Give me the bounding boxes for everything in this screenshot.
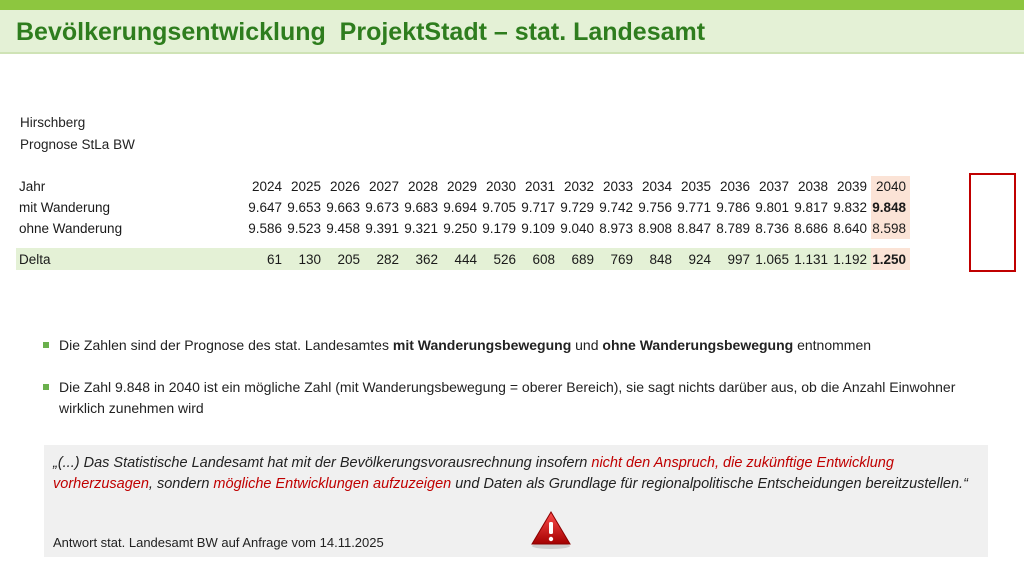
mit-wanderung-row-cell: 9.771 — [677, 200, 711, 215]
delta-row-cell: 205 — [325, 248, 364, 270]
title-bar — [0, 10, 1024, 54]
quote-part: und Daten als Grundlage für regionalpolitische Entscheidungen bereitzustellen.“ — [451, 476, 968, 492]
delta-row-label: Delta — [16, 248, 247, 270]
delta-row-cell: 526 — [481, 248, 520, 270]
year-row-cell: 2031 — [524, 179, 555, 194]
year-row-cell: 2026 — [329, 179, 360, 194]
population-table — [16, 176, 910, 270]
spacer-row — [16, 239, 910, 248]
delta-row — [16, 248, 910, 270]
source-label: Prognose StLa BW — [20, 137, 135, 152]
year-row-cell: 2027 — [368, 179, 399, 194]
mit-wanderung-row-cell: 9.673 — [365, 200, 399, 215]
mit-wanderung-row-cell: 9.729 — [560, 200, 594, 215]
mit-wanderung-row-cell: 9.653 — [287, 200, 321, 215]
delta-row-cell: 924 — [676, 248, 715, 270]
year-row-cell: 2033 — [602, 179, 633, 194]
delta-row-cell: 282 — [364, 248, 403, 270]
bullet-marker — [43, 342, 49, 348]
mit-wanderung-row-cell: 9.647 — [248, 200, 282, 215]
mit-wanderung-row-label: mit Wanderung — [19, 200, 111, 215]
ohne-wanderung-row-cell: 8.908 — [638, 221, 672, 236]
bullet-1-bold-b: ohne Wanderungsbewegung — [602, 337, 794, 353]
ohne-wanderung-row-cell: 8.686 — [794, 221, 828, 236]
ohne-wanderung-row-cell: 9.391 — [365, 221, 399, 236]
delta-row-cell: 61 — [247, 248, 286, 270]
year-row-cell: 2030 — [485, 179, 516, 194]
mit-wanderung-row-cell: 9.742 — [599, 200, 633, 215]
delta-row-cell: 444 — [442, 248, 481, 270]
ohne-wanderung-row-cell: 8.847 — [677, 221, 711, 236]
delta-row-cell: 1.065 — [754, 248, 793, 270]
delta-row-cell: 997 — [715, 248, 754, 270]
mit-wanderung-row — [16, 197, 910, 218]
delta-row-cell: 130 — [286, 248, 325, 270]
delta-row-cell: 769 — [598, 248, 637, 270]
location-label: Hirschberg — [20, 115, 86, 130]
quote-part: „(...) Das Statistische Landesamt hat mit der Bevölkerungsvorausrechnung insofern — [53, 455, 592, 471]
delta-row-cell: 1.192 — [832, 248, 871, 270]
mit-wanderung-row-cell: 9.817 — [794, 200, 828, 215]
year-row-cell: 2038 — [797, 179, 828, 194]
quote-box — [44, 445, 988, 557]
year-row-cell: 2034 — [641, 179, 672, 194]
mit-wanderung-row-cell: 9.717 — [521, 200, 555, 215]
year-row-cell: 2025 — [290, 179, 321, 194]
top-accent-bar — [0, 0, 1024, 10]
delta-row-cell: 1.131 — [793, 248, 832, 270]
mit-wanderung-row-cell: 9.705 — [482, 200, 516, 215]
quote-part: , sondern — [148, 476, 214, 492]
mit-wanderung-row-cell: 9.848 — [871, 197, 910, 218]
year-row-cell: 2037 — [758, 179, 789, 194]
year-row — [16, 176, 910, 197]
delta-row-cell: 362 — [403, 248, 442, 270]
ohne-wanderung-row-cell: 8.598 — [871, 218, 910, 239]
year-row-label: Jahr — [19, 179, 46, 194]
year-row-cell: 2035 — [680, 179, 711, 194]
mit-wanderung-row-cell: 9.801 — [755, 200, 789, 215]
ohne-wanderung-row-cell: 9.179 — [482, 221, 516, 236]
quote-highlight: mögliche Entwicklungen aufzuzeigen — [213, 476, 452, 492]
bullet-1 — [43, 335, 983, 356]
year-row-cell: 2028 — [407, 179, 438, 194]
bullet-1-text-b: und — [571, 337, 603, 353]
bullet-2-text: Die Zahl 9.848 in 2040 ist ein mögliche Zahl (mit Wanderungsbewegung = oberer Bereich), sie sagt nichts darüber aus, ob die Anzahl Einwohner wirklich zunehmen wird — [59, 379, 956, 416]
year-row-cell: 2032 — [563, 179, 594, 194]
year-row-cell: 2036 — [719, 179, 750, 194]
ohne-wanderung-row-cell: 9.458 — [326, 221, 360, 236]
mit-wanderung-row-cell: 9.786 — [716, 200, 750, 215]
ohne-wanderung-row-cell: 9.040 — [560, 221, 594, 236]
quote-highlight: nicht den Anspruch, die zukünftige Entwicklung vorherzusagen — [53, 455, 894, 492]
ohne-wanderung-row-cell: 9.250 — [443, 221, 477, 236]
delta-row-cell: 689 — [559, 248, 598, 270]
mit-wanderung-row-cell: 9.694 — [443, 200, 477, 215]
quote-source: Antwort stat. Landesamt BW auf Anfrage vom 14.11.2025 — [53, 535, 384, 550]
bullet-2 — [43, 377, 983, 419]
ohne-wanderung-row-cell: 9.321 — [404, 221, 438, 236]
ohne-wanderung-row-cell: 8.973 — [599, 221, 633, 236]
highlight-frame-2040 — [969, 173, 1016, 272]
ohne-wanderung-row-cell: 9.586 — [248, 221, 282, 236]
year-row-cell: 2040 — [871, 176, 910, 197]
ohne-wanderung-row-cell: 8.640 — [833, 221, 867, 236]
ohne-wanderung-row-cell: 9.523 — [287, 221, 321, 236]
year-row-cell: 2039 — [836, 179, 867, 194]
quote-text — [53, 453, 978, 495]
year-row-cell: 2024 — [251, 179, 282, 194]
ohne-wanderung-row-cell: 9.109 — [521, 221, 555, 236]
warning-icon — [530, 510, 572, 550]
mit-wanderung-row-cell: 9.663 — [326, 200, 360, 215]
ohne-wanderung-row-cell: 8.789 — [716, 221, 750, 236]
delta-row-cell: 608 — [520, 248, 559, 270]
ohne-wanderung-row-label: ohne Wanderung — [19, 221, 123, 236]
mit-wanderung-row-cell: 9.756 — [638, 200, 672, 215]
year-row-cell: 2029 — [446, 179, 477, 194]
bullet-1-text-c: entnommen — [793, 337, 872, 353]
page-title: Bevölkerungsentwicklung ProjektStadt – stat. Landesamt — [16, 18, 706, 46]
bullet-marker — [43, 384, 49, 390]
delta-row-cell: 848 — [637, 248, 676, 270]
mit-wanderung-row-cell: 9.832 — [833, 200, 867, 215]
spacer-cell — [16, 239, 910, 248]
ohne-wanderung-row — [16, 218, 910, 239]
delta-row-cell: 1.250 — [871, 248, 910, 270]
mit-wanderung-row-cell: 9.683 — [404, 200, 438, 215]
bullet-1-text-a: Die Zahlen sind der Prognose des stat. Landesamtes — [59, 337, 393, 353]
ohne-wanderung-row-cell: 8.736 — [755, 221, 789, 236]
bullet-1-bold-a: mit Wanderungsbewegung — [392, 337, 572, 353]
